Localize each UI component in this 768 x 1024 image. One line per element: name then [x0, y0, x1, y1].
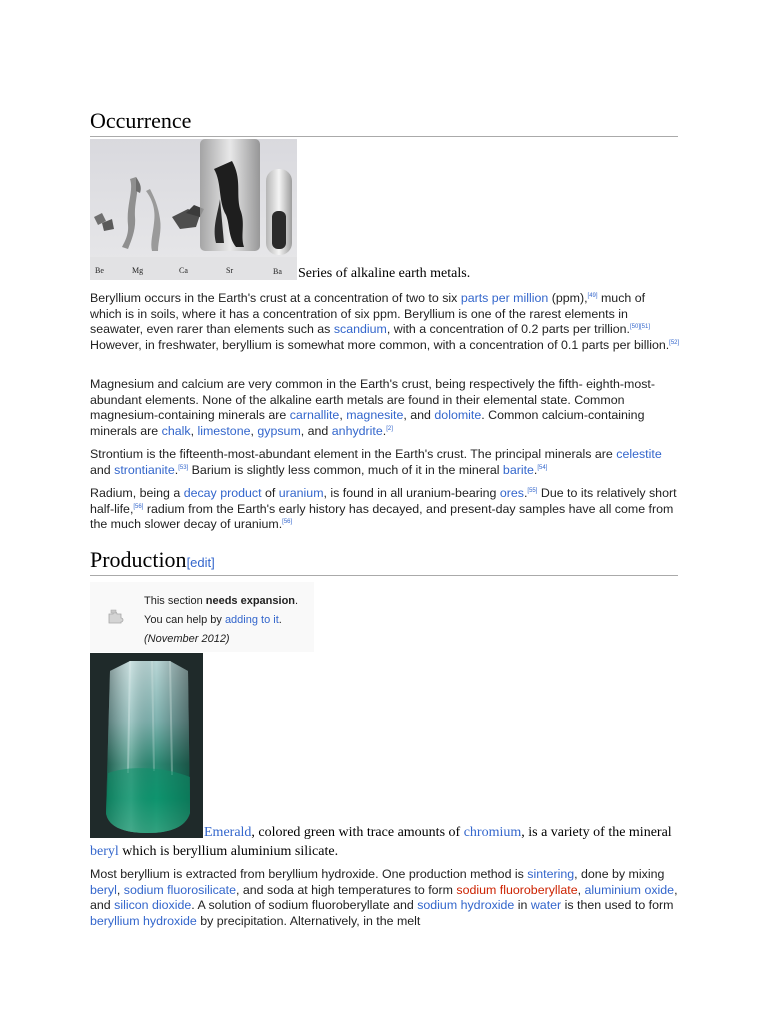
link-water[interactable]: water: [530, 898, 562, 913]
heading-underline: [90, 136, 678, 137]
element-label-be: Be: [95, 266, 104, 275]
link-dolomite[interactable]: dolomite: [434, 408, 482, 423]
link-scandium[interactable]: scandium: [333, 322, 387, 337]
link-magnesite[interactable]: magnesite: [346, 408, 404, 423]
link-uranium[interactable]: uranium: [278, 486, 324, 500]
link-celestite[interactable]: celestite: [616, 447, 662, 461]
link-silicon-dioxide[interactable]: silicon dioxide: [114, 898, 192, 913]
link-aluminium-oxide[interactable]: aluminium oxide: [584, 882, 675, 897]
citation-53[interactable]: [53]: [178, 464, 189, 471]
link-sodium-hydroxide[interactable]: sodium hydroxide: [417, 898, 515, 913]
image-caption: Series of alkaline earth metals.: [298, 266, 471, 281]
citation-55[interactable]: [55]: [527, 487, 538, 494]
citation-56[interactable]: [56]: [133, 503, 144, 510]
link-limestone[interactable]: limestone: [197, 423, 251, 438]
production-heading-row: [90, 547, 215, 573]
link-beryllium-hydroxide[interactable]: beryllium hydroxide: [90, 913, 197, 928]
citation-50[interactable]: [50]: [629, 324, 640, 331]
link-anhydrite[interactable]: anhydrite: [331, 423, 383, 438]
expansion-notice-box: [90, 582, 314, 652]
paragraph-strontium: Strontium is the fifteenth-most-abundant element in the Earth's crust. The principal minerals are celestite and strontianite.[53] Barium is slightly less common, much of it in the mineral barite.[54]: [90, 447, 662, 477]
element-label-ca: Ca: [179, 266, 188, 275]
link-parts-per-million[interactable]: parts per million: [460, 291, 549, 305]
link-strontianite[interactable]: strontianite: [114, 462, 175, 477]
citation-56-b[interactable]: [56]: [282, 519, 293, 526]
link-beryl[interactable]: beryl: [90, 844, 119, 859]
citation-54[interactable]: [54]: [537, 464, 548, 471]
paragraph-production: Most beryllium is extracted from beryllium hydroxide. One production method is sintering, done by mixing beryl, sodium fluorosilicate, and soda at high temperatures to form sodium fluoroberyllate, aluminium oxide, and silicon dioxide. A solution of sodium fluoroberyllate and sodium hydroxide in water is then used to form beryllium hydroxide by precipitation. Alternatively, in the melt: [90, 867, 678, 928]
link-decay-product[interactable]: decay product: [183, 486, 262, 500]
edit-section-link[interactable]: [edit]: [186, 555, 215, 570]
paragraph-radium: Radium, being a decay product of uranium, is found in all uranium-bearing ores.[55] Due to its relatively short half-life,[56] radium from the Earth's early history has decayed, and present-day samples have all come from the much slower decay of uranium.[56]: [90, 486, 677, 532]
link-emerald[interactable]: Emerald: [204, 825, 252, 840]
link-sintering[interactable]: sintering: [527, 867, 575, 881]
link-gypsum[interactable]: gypsum: [257, 423, 301, 438]
link-chromium[interactable]: chromium: [463, 825, 522, 840]
paragraph-beryllium: Beryllium occurs in the Earth's crust at a concentration of two to six parts per million (ppm),[49] much of which is in soils, where it has a concentration of six ppm. Beryllium is one of the rarest elements in seawater, even rarer than elements such as scandium, with a concentration of 0.2 parts per trillion.[50][51] However, in freshwater, beryllium is somewhat more common, with a concentration of 0.1 parts per billion.[52]: [90, 291, 680, 352]
emerald-image[interactable]: [90, 653, 203, 838]
paragraph-magnesium-calcium: Magnesium and calcium are very common in the Earth's crust, being respectively the fifth- eighth-most-abundant elements. None of the alkaline earth metals are found in their elemental state. Common magnesium-containing minerals are carnallite, magnesite, and dolomite. Common calcium-containing minerals are chalk, limestone, gypsum, and anhydrite.[2]: [90, 377, 656, 438]
link-chalk[interactable]: chalk: [161, 423, 191, 438]
link-sodium-fluoroberyllate[interactable]: sodium fluoroberyllate: [456, 882, 578, 897]
heading-underline: [90, 575, 678, 576]
element-label-mg: Mg: [132, 266, 144, 275]
citation-2[interactable]: [2]: [386, 425, 393, 432]
link-sodium-fluorosilicate[interactable]: sodium fluorosilicate: [123, 882, 237, 897]
element-label-sr: Sr: [226, 266, 234, 275]
section-heading-production: Production: [90, 547, 187, 572]
link-beryl-2[interactable]: beryl: [90, 882, 117, 897]
puzzle-piece-icon: [106, 608, 126, 624]
emerald-caption: Emerald, colored green with trace amounts of chromium, is a variety of the mineral beryl which is beryllium aluminium silicate.: [90, 825, 672, 859]
citation-49[interactable]: [49]: [587, 292, 598, 299]
citation-52[interactable]: [52]: [669, 339, 680, 346]
section-heading-occurrence: Occurrence: [90, 108, 192, 133]
link-ores[interactable]: ores: [499, 486, 524, 500]
expansion-notice-text: This section needs expansion. You can help by adding to it. (November 2012): [144, 595, 299, 645]
alkaline-earth-metals-image[interactable]: [90, 139, 297, 280]
element-label-ba: Ba: [273, 267, 282, 276]
citation-51[interactable]: [51]: [640, 324, 651, 331]
link-carnallite[interactable]: carnallite: [289, 408, 340, 423]
adding-to-it-link[interactable]: adding to it: [224, 614, 279, 626]
link-barite[interactable]: barite: [502, 462, 534, 477]
